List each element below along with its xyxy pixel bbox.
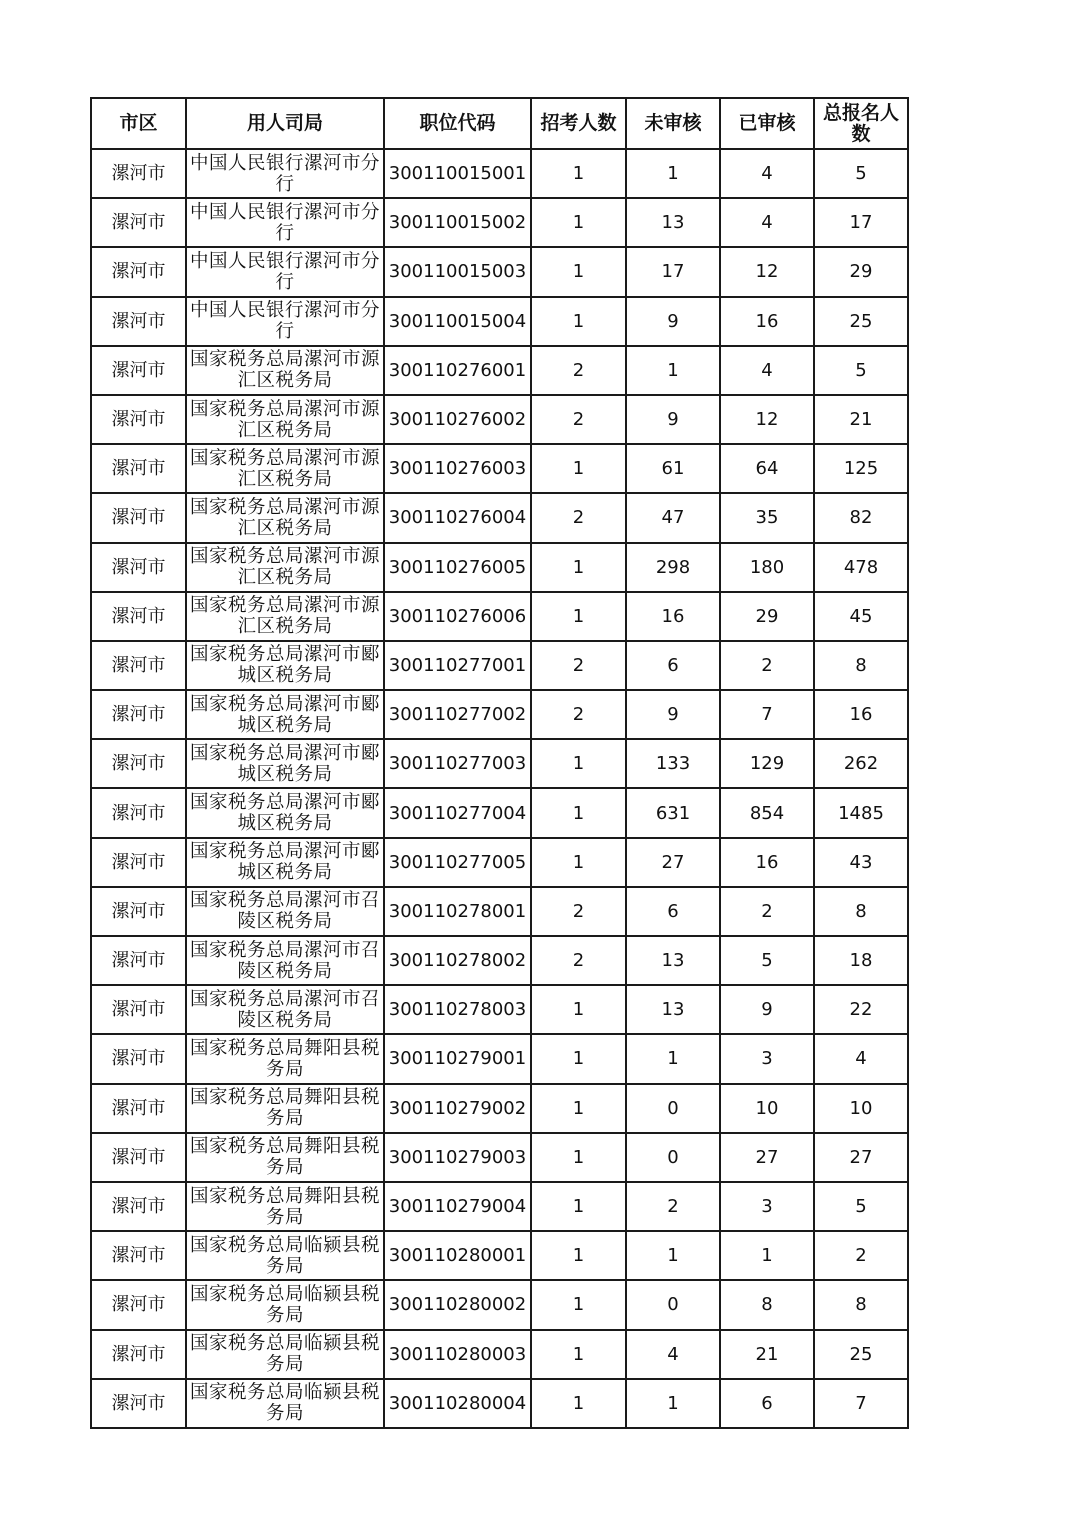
cell-city: 漯河市 [91, 493, 186, 542]
cell-approved: 3 [720, 1182, 814, 1231]
cell-pending: 133 [626, 739, 720, 788]
cell-pending: 27 [626, 838, 720, 887]
cell-total: 8 [814, 1280, 908, 1329]
cell-total: 17 [814, 198, 908, 247]
cell-pending: 6 [626, 641, 720, 690]
cell-agency: 国家税务总局漯河市郾城区税务局 [186, 641, 384, 690]
cell-approved: 129 [720, 739, 814, 788]
cell-quota: 2 [531, 346, 626, 395]
cell-quota: 1 [531, 247, 626, 296]
table-row [91, 739, 908, 788]
cell-agency: 国家税务总局漯河市召陵区税务局 [186, 985, 384, 1034]
cell-city: 漯河市 [91, 1280, 186, 1329]
cell-position-code: 300110278001 [384, 887, 531, 936]
cell-position-code: 300110276006 [384, 592, 531, 641]
cell-position-code: 300110279003 [384, 1133, 531, 1182]
cell-quota: 2 [531, 493, 626, 542]
cell-agency: 国家税务总局漯河市源汇区税务局 [186, 444, 384, 493]
cell-quota: 1 [531, 838, 626, 887]
cell-approved: 5 [720, 936, 814, 985]
cell-agency: 国家税务总局临颍县税务局 [186, 1231, 384, 1280]
table-row [91, 641, 908, 690]
table-row [91, 346, 908, 395]
table-row [91, 1379, 908, 1428]
cell-position-code: 300110276004 [384, 493, 531, 542]
cell-pending: 9 [626, 690, 720, 739]
cell-city: 漯河市 [91, 1379, 186, 1428]
cell-pending: 61 [626, 444, 720, 493]
cell-position-code: 300110279002 [384, 1084, 531, 1133]
cell-pending: 0 [626, 1084, 720, 1133]
cell-city: 漯河市 [91, 936, 186, 985]
table-row [91, 297, 908, 346]
cell-approved: 4 [720, 346, 814, 395]
cell-quota: 1 [531, 297, 626, 346]
cell-approved: 2 [720, 887, 814, 936]
cell-pending: 0 [626, 1280, 720, 1329]
cell-city: 漯河市 [91, 444, 186, 493]
cell-approved: 7 [720, 690, 814, 739]
cell-agency: 国家税务总局舞阳县税务局 [186, 1084, 384, 1133]
cell-total: 29 [814, 247, 908, 296]
cell-total: 82 [814, 493, 908, 542]
cell-approved: 8 [720, 1280, 814, 1329]
cell-pending: 13 [626, 985, 720, 1034]
cell-agency: 国家税务总局漯河市源汇区税务局 [186, 592, 384, 641]
cell-total: 8 [814, 641, 908, 690]
cell-quota: 2 [531, 641, 626, 690]
cell-city: 漯河市 [91, 543, 186, 592]
cell-city: 漯河市 [91, 297, 186, 346]
cell-agency: 国家税务总局漯河市源汇区税务局 [186, 346, 384, 395]
cell-city: 漯河市 [91, 788, 186, 837]
cell-quota: 1 [531, 543, 626, 592]
cell-agency: 国家税务总局漯河市郾城区税务局 [186, 788, 384, 837]
cell-quota: 2 [531, 887, 626, 936]
cell-position-code: 300110276001 [384, 346, 531, 395]
cell-city: 漯河市 [91, 985, 186, 1034]
cell-quota: 1 [531, 1280, 626, 1329]
cell-quota: 1 [531, 198, 626, 247]
cell-pending: 298 [626, 543, 720, 592]
cell-agency: 中国人民银行漯河市分行 [186, 247, 384, 296]
cell-city: 漯河市 [91, 887, 186, 936]
cell-city: 漯河市 [91, 1133, 186, 1182]
table-row [91, 1182, 908, 1231]
table-row [91, 247, 908, 296]
cell-pending: 4 [626, 1330, 720, 1379]
table-row [91, 543, 908, 592]
cell-city: 漯河市 [91, 838, 186, 887]
cell-quota: 1 [531, 985, 626, 1034]
table-row [91, 493, 908, 542]
cell-quota: 2 [531, 395, 626, 444]
cell-position-code: 300110276005 [384, 543, 531, 592]
table-row [91, 1034, 908, 1083]
cell-agency: 国家税务总局临颍县税务局 [186, 1330, 384, 1379]
cell-total: 27 [814, 1133, 908, 1182]
table-row [91, 838, 908, 887]
cell-pending: 13 [626, 936, 720, 985]
cell-pending: 1 [626, 1034, 720, 1083]
header-city: 市区 [91, 98, 186, 149]
cell-quota: 1 [531, 444, 626, 493]
cell-quota: 1 [531, 1034, 626, 1083]
cell-total: 18 [814, 936, 908, 985]
cell-total: 125 [814, 444, 908, 493]
cell-approved: 12 [720, 247, 814, 296]
cell-agency: 国家税务总局漯河市源汇区税务局 [186, 543, 384, 592]
cell-city: 漯河市 [91, 149, 186, 198]
table-row [91, 1330, 908, 1379]
table-row [91, 788, 908, 837]
cell-total: 22 [814, 985, 908, 1034]
cell-position-code: 300110276003 [384, 444, 531, 493]
cell-approved: 4 [720, 198, 814, 247]
table-row [91, 444, 908, 493]
cell-position-code: 300110277003 [384, 739, 531, 788]
cell-position-code: 300110279004 [384, 1182, 531, 1231]
cell-position-code: 300110276002 [384, 395, 531, 444]
header-quota: 招考人数 [531, 98, 626, 149]
header-total [814, 98, 908, 149]
cell-position-code: 300110015002 [384, 198, 531, 247]
cell-agency: 国家税务总局漯河市郾城区税务局 [186, 690, 384, 739]
cell-total: 1485 [814, 788, 908, 837]
cell-quota: 1 [531, 1330, 626, 1379]
cell-quota: 1 [531, 592, 626, 641]
cell-total: 10 [814, 1084, 908, 1133]
cell-pending: 17 [626, 247, 720, 296]
cell-total: 16 [814, 690, 908, 739]
cell-city: 漯河市 [91, 739, 186, 788]
cell-approved: 16 [720, 297, 814, 346]
header-position-code: 职位代码 [384, 98, 531, 149]
cell-total: 45 [814, 592, 908, 641]
cell-city: 漯河市 [91, 1084, 186, 1133]
cell-city: 漯河市 [91, 1231, 186, 1280]
cell-position-code: 300110277002 [384, 690, 531, 739]
table-row [91, 1084, 908, 1133]
cell-approved: 6 [720, 1379, 814, 1428]
cell-pending: 2 [626, 1182, 720, 1231]
table-row [91, 1133, 908, 1182]
cell-agency: 国家税务总局临颍县税务局 [186, 1280, 384, 1329]
cell-position-code: 300110280002 [384, 1280, 531, 1329]
cell-approved: 854 [720, 788, 814, 837]
registration-table [90, 97, 909, 1429]
cell-city: 漯河市 [91, 1182, 186, 1231]
table-row [91, 395, 908, 444]
cell-approved: 35 [720, 493, 814, 542]
cell-total: 25 [814, 1330, 908, 1379]
cell-position-code: 300110278003 [384, 985, 531, 1034]
cell-position-code: 300110280001 [384, 1231, 531, 1280]
cell-pending: 1 [626, 1379, 720, 1428]
cell-position-code: 300110277005 [384, 838, 531, 887]
cell-approved: 10 [720, 1084, 814, 1133]
cell-city: 漯河市 [91, 690, 186, 739]
cell-approved: 27 [720, 1133, 814, 1182]
cell-agency: 国家税务总局漯河市召陵区税务局 [186, 887, 384, 936]
cell-quota: 2 [531, 936, 626, 985]
cell-agency: 国家税务总局临颍县税务局 [186, 1379, 384, 1428]
cell-agency: 国家税务总局漯河市源汇区税务局 [186, 395, 384, 444]
cell-position-code: 300110277004 [384, 788, 531, 837]
cell-total: 2 [814, 1231, 908, 1280]
cell-approved: 12 [720, 395, 814, 444]
cell-approved: 64 [720, 444, 814, 493]
cell-total: 4 [814, 1034, 908, 1083]
cell-total: 25 [814, 297, 908, 346]
cell-position-code: 300110015004 [384, 297, 531, 346]
header-row [91, 98, 908, 149]
cell-position-code: 300110015001 [384, 149, 531, 198]
cell-total: 5 [814, 149, 908, 198]
table-row [91, 887, 908, 936]
cell-total: 7 [814, 1379, 908, 1428]
cell-approved: 180 [720, 543, 814, 592]
cell-position-code: 300110280003 [384, 1330, 531, 1379]
cell-city: 漯河市 [91, 346, 186, 395]
header-agency: 用人司局 [186, 98, 384, 149]
cell-pending: 9 [626, 297, 720, 346]
cell-city: 漯河市 [91, 592, 186, 641]
table-row [91, 149, 908, 198]
cell-total: 43 [814, 838, 908, 887]
cell-agency: 国家税务总局漯河市源汇区税务局 [186, 493, 384, 542]
cell-position-code: 300110279001 [384, 1034, 531, 1083]
cell-city: 漯河市 [91, 1034, 186, 1083]
cell-position-code: 300110277001 [384, 641, 531, 690]
cell-agency: 国家税务总局舞阳县税务局 [186, 1034, 384, 1083]
cell-pending: 16 [626, 592, 720, 641]
cell-approved: 1 [720, 1231, 814, 1280]
table-row [91, 690, 908, 739]
cell-agency: 国家税务总局漯河市郾城区税务局 [186, 739, 384, 788]
cell-quota: 1 [531, 1379, 626, 1428]
cell-agency: 中国人民银行漯河市分行 [186, 198, 384, 247]
cell-city: 漯河市 [91, 198, 186, 247]
cell-quota: 1 [531, 149, 626, 198]
cell-total: 5 [814, 346, 908, 395]
cell-approved: 3 [720, 1034, 814, 1083]
cell-approved: 4 [720, 149, 814, 198]
cell-quota: 1 [531, 739, 626, 788]
table-row [91, 1280, 908, 1329]
cell-agency: 国家税务总局漯河市召陵区税务局 [186, 936, 384, 985]
cell-city: 漯河市 [91, 395, 186, 444]
cell-approved: 2 [720, 641, 814, 690]
cell-pending: 631 [626, 788, 720, 837]
cell-agency: 国家税务总局舞阳县税务局 [186, 1182, 384, 1231]
table-row [91, 198, 908, 247]
cell-pending: 1 [626, 1231, 720, 1280]
cell-city: 漯河市 [91, 247, 186, 296]
table-body [91, 149, 908, 1428]
cell-city: 漯河市 [91, 1330, 186, 1379]
cell-pending: 6 [626, 887, 720, 936]
cell-position-code: 300110280004 [384, 1379, 531, 1428]
cell-agency: 国家税务总局舞阳县税务局 [186, 1133, 384, 1182]
cell-approved: 21 [720, 1330, 814, 1379]
cell-quota: 1 [531, 1133, 626, 1182]
table-row [91, 936, 908, 985]
cell-quota: 1 [531, 1182, 626, 1231]
cell-quota: 1 [531, 1084, 626, 1133]
cell-agency: 国家税务总局漯河市郾城区税务局 [186, 838, 384, 887]
cell-pending: 9 [626, 395, 720, 444]
cell-agency: 中国人民银行漯河市分行 [186, 149, 384, 198]
table-row [91, 1231, 908, 1280]
cell-position-code: 300110015003 [384, 247, 531, 296]
cell-quota: 1 [531, 1231, 626, 1280]
cell-city: 漯河市 [91, 641, 186, 690]
table-row [91, 985, 908, 1034]
cell-quota: 1 [531, 788, 626, 837]
cell-agency: 中国人民银行漯河市分行 [186, 297, 384, 346]
cell-total: 5 [814, 1182, 908, 1231]
cell-pending: 1 [626, 346, 720, 395]
cell-approved: 29 [720, 592, 814, 641]
cell-pending: 0 [626, 1133, 720, 1182]
cell-total: 8 [814, 887, 908, 936]
cell-approved: 9 [720, 985, 814, 1034]
cell-quota: 2 [531, 690, 626, 739]
table-row [91, 592, 908, 641]
cell-position-code: 300110278002 [384, 936, 531, 985]
cell-approved: 16 [720, 838, 814, 887]
cell-pending: 13 [626, 198, 720, 247]
cell-total: 262 [814, 739, 908, 788]
cell-pending: 47 [626, 493, 720, 542]
header-approved: 已审核 [720, 98, 814, 149]
cell-total: 21 [814, 395, 908, 444]
header-pending: 未审核 [626, 98, 720, 149]
cell-total: 478 [814, 543, 908, 592]
cell-pending: 1 [626, 149, 720, 198]
header-total-label: 总报名人数 [822, 101, 899, 145]
